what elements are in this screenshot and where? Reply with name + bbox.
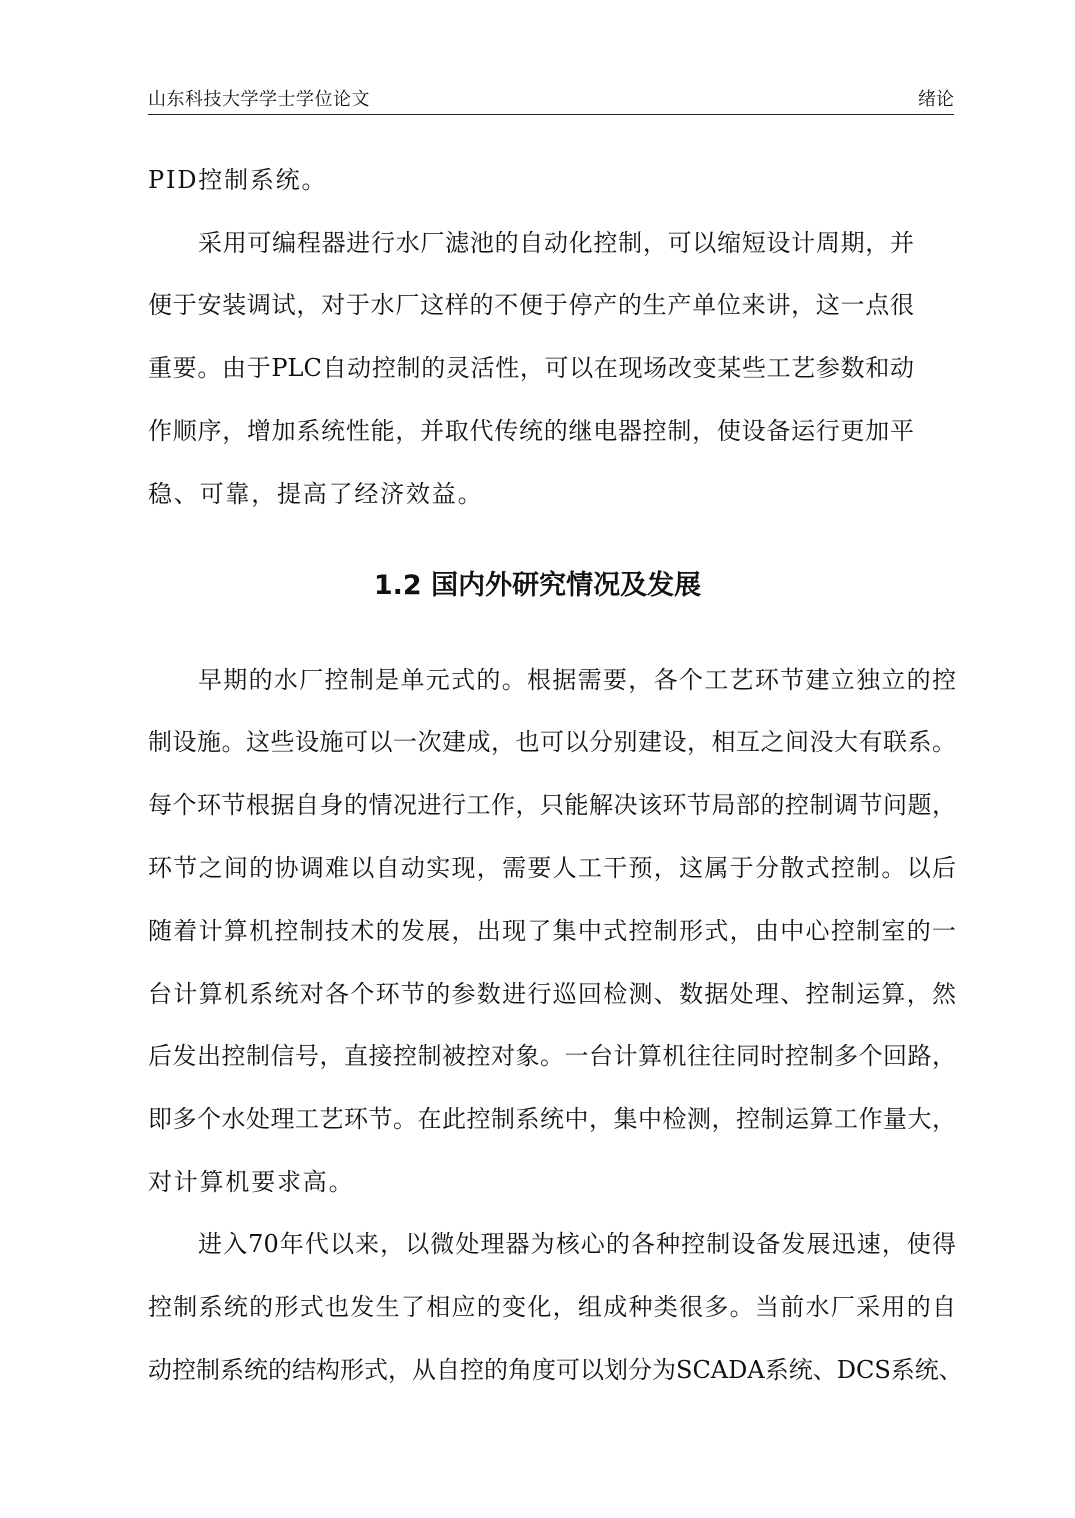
paragraph-line: 重要。由于PLC自动控制的灵活性，可以在现场改变某些工艺参数和动: [148, 354, 914, 382]
header-chapter-name: 绪论: [918, 89, 954, 110]
paragraph-line: 每个环节根据自身的情况进行工作，只能解决该环节局部的控制调节问题，: [148, 791, 956, 819]
header-thesis-title: 山东科技大学学士学位论文: [148, 89, 370, 110]
paragraph-line: 制设施。这些设施可以一次建成，也可以分别建设，相互之间没大有联系。: [148, 728, 956, 756]
paragraph-line: 便于安装调试，对于水厂这样的不便于停产的生产单位来讲，这一点很: [148, 291, 914, 319]
section-heading: 1.2 国内外研究情况及发展: [373, 570, 702, 601]
paragraph-line: 即多个水处理工艺环节。在此控制系统中，集中检测，控制运算工作量大，: [148, 1105, 956, 1133]
paragraph-line: 控制系统的形式也发生了相应的变化，组成种类很多。当前水厂采用的自: [148, 1293, 956, 1321]
paragraph-line: 对计算机要求高。: [148, 1168, 355, 1196]
paragraph-line: 动控制系统的结构形式，从自控的角度可以划分为SCADA系统、DCS系统、: [148, 1356, 963, 1384]
paragraph-line: 台计算机系统对各个环节的参数进行巡回检测、数据处理、控制运算，然: [148, 980, 956, 1008]
paragraph-line: 早期的水厂控制是单元式的。根据需要，各个工艺环节建立独立的控: [198, 666, 956, 694]
paragraph-line: 环节之间的协调难以自动实现，需要人工干预，这属于分散式控制。以后: [148, 854, 956, 882]
paragraph-line: 稳、可靠，提高了经济效益。: [148, 480, 484, 508]
paragraph-line: 后发出控制信号，直接控制被控对象。一台计算机往往同时控制多个回路，: [148, 1042, 956, 1070]
paragraph-line: 作顺序，增加系统性能，并取代传统的继电器控制，使设备运行更加平: [148, 417, 914, 445]
paragraph-line: 进入70年代以来，以微处理器为核心的各种控制设备发展迅速，使得: [198, 1230, 956, 1258]
paragraph-line: 随着计算机控制技术的发展，出现了集中式控制形式，由中心控制室的一: [148, 917, 956, 945]
page-header: [148, 88, 954, 115]
paragraph-line: 采用可编程器进行水厂滤池的自动化控制，可以缩短设计周期，并: [198, 229, 914, 257]
paragraph-line: PID控制系统。: [148, 166, 328, 194]
